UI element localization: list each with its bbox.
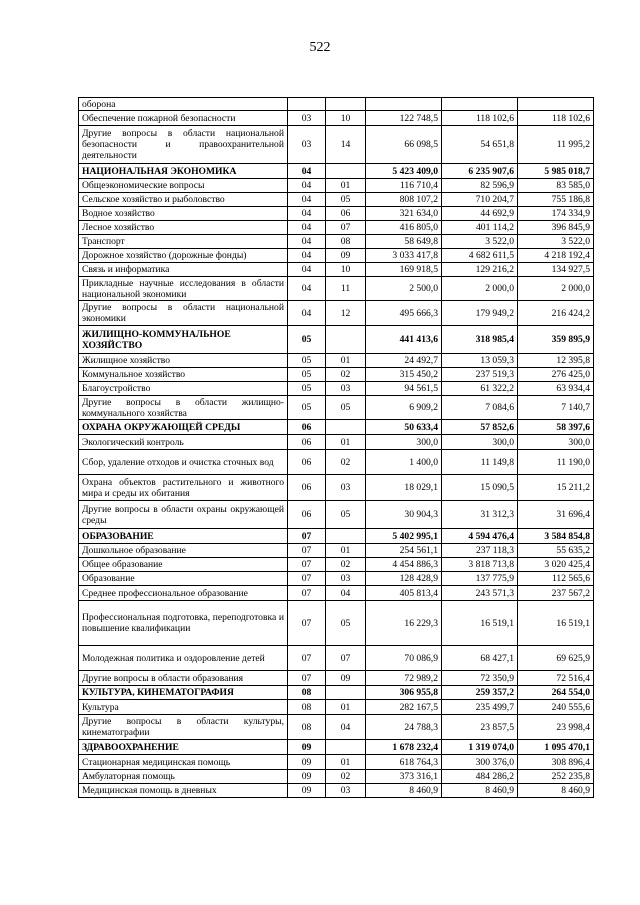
amount-year-1: 66 098,5 xyxy=(366,126,442,164)
amount-year-3: 2 000,0 xyxy=(518,277,594,301)
amount-year-3: 11 190,0 xyxy=(518,450,594,475)
amount-year-1: 24 788,3 xyxy=(366,715,442,740)
amount-year-1: 254 561,1 xyxy=(366,544,442,558)
budget-item-name: Молодежная политика и оздоровление детей xyxy=(79,646,288,671)
section-code: 05 xyxy=(288,354,326,368)
amount-year-1: 1 678 232,4 xyxy=(366,740,442,755)
table-row xyxy=(79,501,594,529)
subsection-code: 03 xyxy=(326,572,366,586)
table-row xyxy=(79,715,594,740)
amount-year-2: 179 949,2 xyxy=(442,301,518,326)
section-code: 06 xyxy=(288,475,326,501)
budget-item-name: Другие вопросы в области национальной экономики xyxy=(79,301,288,326)
section-code: 07 xyxy=(288,558,326,572)
amount-year-1: 6 909,2 xyxy=(366,396,442,420)
table-row xyxy=(79,98,594,111)
section-code: 08 xyxy=(288,700,326,715)
amount-year-3: 55 635,2 xyxy=(518,544,594,558)
subsection-code: 02 xyxy=(326,558,366,572)
subsection-code: 14 xyxy=(326,126,366,164)
amount-year-3: 7 140,7 xyxy=(518,396,594,420)
section-code: 06 xyxy=(288,501,326,529)
table-row xyxy=(79,277,594,301)
amount-year-2: 15 090,5 xyxy=(442,475,518,501)
subsection-code: 01 xyxy=(326,179,366,193)
table-row xyxy=(79,475,594,501)
amount-year-2: 54 651,8 xyxy=(442,126,518,164)
table-row xyxy=(79,382,594,396)
amount-year-2: 8 460,9 xyxy=(442,784,518,798)
subsection-code: 04 xyxy=(326,715,366,740)
table-row xyxy=(79,770,594,784)
section-code: 04 xyxy=(288,221,326,235)
budget-item-name: Другие вопросы в области образования xyxy=(79,671,288,686)
amount-year-1: 315 450,2 xyxy=(366,368,442,382)
section-row xyxy=(79,164,594,179)
table-row xyxy=(79,671,594,686)
amount-year-2: 129 216,2 xyxy=(442,263,518,277)
amount-year-2: 82 596,9 xyxy=(442,179,518,193)
section-code: 09 xyxy=(288,770,326,784)
budget-item-name: Медицинская помощь в дневных xyxy=(79,784,288,798)
amount-year-3: 23 998,4 xyxy=(518,715,594,740)
section-code: 05 xyxy=(288,326,326,354)
amount-year-1: 94 561,5 xyxy=(366,382,442,396)
subsection-code: 09 xyxy=(326,249,366,263)
section-code: 04 xyxy=(288,263,326,277)
budget-item-name: Лесное хозяйство xyxy=(79,221,288,235)
amount-year-3: 216 424,2 xyxy=(518,301,594,326)
amount-year-3: 72 516,4 xyxy=(518,671,594,686)
subsection-code: 08 xyxy=(326,235,366,249)
amount-year-2: 137 775,9 xyxy=(442,572,518,586)
amount-year-1: 24 492,7 xyxy=(366,354,442,368)
amount-year-2: 300,0 xyxy=(442,435,518,450)
amount-year-3: 300,0 xyxy=(518,435,594,450)
amount-year-1: 116 710,4 xyxy=(366,179,442,193)
section-code: 06 xyxy=(288,435,326,450)
section-code: 08 xyxy=(288,715,326,740)
table-row xyxy=(79,601,594,646)
section-code: 04 xyxy=(288,207,326,221)
budget-item-name: Прикладные научные исследования в области национальной экономики xyxy=(79,277,288,301)
amount-year-1 xyxy=(366,98,442,111)
amount-year-2: 57 852,6 xyxy=(442,420,518,435)
subsection-code: 03 xyxy=(326,382,366,396)
section-row xyxy=(79,326,594,354)
subsection-code: 01 xyxy=(326,544,366,558)
table-row xyxy=(79,396,594,420)
amount-year-1: 70 086,9 xyxy=(366,646,442,671)
budget-item-name: Дошкольное образование xyxy=(79,544,288,558)
subsection-code: 01 xyxy=(326,435,366,450)
budget-item-name: Экологический контроль xyxy=(79,435,288,450)
amount-year-1: 30 904,3 xyxy=(366,501,442,529)
amount-year-3: 276 425,0 xyxy=(518,368,594,382)
amount-year-2: 4 594 476,4 xyxy=(442,529,518,544)
amount-year-2: 4 682 611,5 xyxy=(442,249,518,263)
budget-item-name: Среднее профессиональное образование xyxy=(79,586,288,601)
amount-year-2: 44 692,9 xyxy=(442,207,518,221)
amount-year-1: 306 955,8 xyxy=(366,686,442,700)
amount-year-2: 401 114,2 xyxy=(442,221,518,235)
amount-year-2: 13 059,3 xyxy=(442,354,518,368)
amount-year-3: 755 186,8 xyxy=(518,193,594,207)
amount-year-1: 50 633,4 xyxy=(366,420,442,435)
amount-year-1: 5 402 995,1 xyxy=(366,529,442,544)
subsection-code: 02 xyxy=(326,770,366,784)
amount-year-2: 68 427,1 xyxy=(442,646,518,671)
table-row xyxy=(79,301,594,326)
section-code: 04 xyxy=(288,235,326,249)
subsection-code: 05 xyxy=(326,501,366,529)
budget-item-name: оборона xyxy=(79,98,288,111)
budget-item-name: Профессиональная подготовка, переподготовка и повышение квалификации xyxy=(79,601,288,646)
table-row xyxy=(79,249,594,263)
amount-year-2: 259 357,2 xyxy=(442,686,518,700)
amount-year-3: 31 696,4 xyxy=(518,501,594,529)
table-row xyxy=(79,263,594,277)
amount-year-3: 396 845,9 xyxy=(518,221,594,235)
section-code: 04 xyxy=(288,193,326,207)
amount-year-1: 1 400,0 xyxy=(366,450,442,475)
amount-year-1: 282 167,5 xyxy=(366,700,442,715)
page-number: 522 xyxy=(309,40,331,55)
budget-item-name: Благоустройство xyxy=(79,382,288,396)
amount-year-2 xyxy=(442,98,518,111)
amount-year-3: 15 211,2 xyxy=(518,475,594,501)
budget-item-name: Образование xyxy=(79,572,288,586)
amount-year-2: 237 118,3 xyxy=(442,544,518,558)
section-row xyxy=(79,420,594,435)
table-row xyxy=(79,368,594,382)
amount-year-3: 16 519,1 xyxy=(518,601,594,646)
section-code: 07 xyxy=(288,646,326,671)
budget-item-name: Другие вопросы в области охраны окружающей среды xyxy=(79,501,288,529)
subsection-code: 05 xyxy=(326,193,366,207)
amount-year-3: 3 020 425,4 xyxy=(518,558,594,572)
budget-item-name: Связь и информатика xyxy=(79,263,288,277)
budget-item-name: Водное хозяйство xyxy=(79,207,288,221)
subsection-code: 01 xyxy=(326,354,366,368)
subsection-code: 06 xyxy=(326,207,366,221)
budget-item-name: КУЛЬТУРА, КИНЕМАТОГРАФИЯ xyxy=(79,686,288,700)
section-code: 09 xyxy=(288,784,326,798)
amount-year-3: 4 218 192,4 xyxy=(518,249,594,263)
budget-item-name: Коммунальное хозяйство xyxy=(79,368,288,382)
section-code: 07 xyxy=(288,572,326,586)
subsection-code: 07 xyxy=(326,646,366,671)
amount-year-2: 243 571,3 xyxy=(442,586,518,601)
amount-year-2: 2 000,0 xyxy=(442,277,518,301)
amount-year-2: 318 985,4 xyxy=(442,326,518,354)
section-row xyxy=(79,740,594,755)
section-code: 05 xyxy=(288,382,326,396)
amount-year-1: 3 033 417,8 xyxy=(366,249,442,263)
table-row xyxy=(79,700,594,715)
amount-year-2: 23 857,5 xyxy=(442,715,518,740)
section-row xyxy=(79,529,594,544)
amount-year-1: 18 029,1 xyxy=(366,475,442,501)
subsection-code xyxy=(326,326,366,354)
amount-year-2: 710 204,7 xyxy=(442,193,518,207)
subsection-code: 09 xyxy=(326,671,366,686)
budget-item-name: Транспорт xyxy=(79,235,288,249)
amount-year-1: 300,0 xyxy=(366,435,442,450)
section-code: 05 xyxy=(288,368,326,382)
amount-year-2: 11 149,8 xyxy=(442,450,518,475)
table-row xyxy=(79,646,594,671)
amount-year-3: 264 554,0 xyxy=(518,686,594,700)
budget-table xyxy=(78,97,594,798)
amount-year-2: 3 522,0 xyxy=(442,235,518,249)
amount-year-3: 237 567,2 xyxy=(518,586,594,601)
budget-item-name: Стационарная медицинская помощь xyxy=(79,755,288,770)
amount-year-2: 235 499,7 xyxy=(442,700,518,715)
amount-year-1: 618 764,3 xyxy=(366,755,442,770)
subsection-code: 02 xyxy=(326,368,366,382)
amount-year-3: 83 585,0 xyxy=(518,179,594,193)
section-code: 07 xyxy=(288,671,326,686)
subsection-code: 10 xyxy=(326,111,366,126)
budget-item-name: Другие вопросы в области жилищно-коммунального хозяйства xyxy=(79,396,288,420)
amount-year-2: 31 312,3 xyxy=(442,501,518,529)
amount-year-1: 5 423 409,0 xyxy=(366,164,442,179)
budget-item-name: Сельское хозяйство и рыболовство xyxy=(79,193,288,207)
amount-year-1: 58 649,8 xyxy=(366,235,442,249)
amount-year-2: 61 322,2 xyxy=(442,382,518,396)
subsection-code: 03 xyxy=(326,784,366,798)
budget-item-name: Сбор, удаление отходов и очистка сточных вод xyxy=(79,450,288,475)
table-row xyxy=(79,755,594,770)
amount-year-3: 240 555,6 xyxy=(518,700,594,715)
amount-year-3: 359 895,9 xyxy=(518,326,594,354)
amount-year-3: 3 584 854,8 xyxy=(518,529,594,544)
budget-item-name: ЖИЛИЩНО-КОММУНАЛЬНОЕ ХОЗЯЙСТВО xyxy=(79,326,288,354)
section-code: 06 xyxy=(288,420,326,435)
amount-year-2: 3 818 713,8 xyxy=(442,558,518,572)
amount-year-1: 169 918,5 xyxy=(366,263,442,277)
amount-year-3: 8 460,9 xyxy=(518,784,594,798)
amount-year-3: 112 565,6 xyxy=(518,572,594,586)
section-code: 03 xyxy=(288,126,326,164)
section-code: 08 xyxy=(288,686,326,700)
table-row xyxy=(79,221,594,235)
table-row xyxy=(79,586,594,601)
subsection-code: 05 xyxy=(326,396,366,420)
table-row xyxy=(79,784,594,798)
table-row xyxy=(79,111,594,126)
budget-item-name: Жилищное хозяйство xyxy=(79,354,288,368)
amount-year-1: 441 413,6 xyxy=(366,326,442,354)
subsection-code: 03 xyxy=(326,475,366,501)
amount-year-1: 416 805,0 xyxy=(366,221,442,235)
budget-item-name: Другие вопросы в области культуры, кинематографии xyxy=(79,715,288,740)
amount-year-3: 69 625,9 xyxy=(518,646,594,671)
subsection-code: 12 xyxy=(326,301,366,326)
amount-year-2: 6 235 907,6 xyxy=(442,164,518,179)
amount-year-3: 174 334,9 xyxy=(518,207,594,221)
subsection-code: 05 xyxy=(326,601,366,646)
budget-table-body xyxy=(79,98,594,798)
amount-year-2: 484 286,2 xyxy=(442,770,518,784)
amount-year-2: 72 350,9 xyxy=(442,671,518,686)
amount-year-1: 122 748,5 xyxy=(366,111,442,126)
amount-year-1: 373 316,1 xyxy=(366,770,442,784)
table-row xyxy=(79,572,594,586)
section-row xyxy=(79,686,594,700)
section-code: 04 xyxy=(288,301,326,326)
amount-year-3: 134 927,5 xyxy=(518,263,594,277)
subsection-code: 10 xyxy=(326,263,366,277)
section-code: 04 xyxy=(288,249,326,263)
amount-year-3: 308 896,4 xyxy=(518,755,594,770)
budget-item-name: Обеспечение пожарной безопасности xyxy=(79,111,288,126)
subsection-code xyxy=(326,164,366,179)
section-code: 09 xyxy=(288,740,326,755)
amount-year-1: 72 989,2 xyxy=(366,671,442,686)
amount-year-2: 118 102,6 xyxy=(442,111,518,126)
subsection-code: 02 xyxy=(326,450,366,475)
amount-year-2: 237 519,3 xyxy=(442,368,518,382)
budget-item-name: ЗДРАВООХРАНЕНИЕ xyxy=(79,740,288,755)
amount-year-2: 300 376,0 xyxy=(442,755,518,770)
section-code: 07 xyxy=(288,601,326,646)
amount-year-1: 2 500,0 xyxy=(366,277,442,301)
amount-year-3: 63 934,4 xyxy=(518,382,594,396)
budget-item-name: Общее образование xyxy=(79,558,288,572)
section-code: 05 xyxy=(288,396,326,420)
budget-item-name: Общеэкономические вопросы xyxy=(79,179,288,193)
amount-year-3: 1 095 470,1 xyxy=(518,740,594,755)
section-code: 04 xyxy=(288,179,326,193)
table-row xyxy=(79,126,594,164)
amount-year-3 xyxy=(518,98,594,111)
budget-item-name: НАЦИОНАЛЬНАЯ ЭКОНОМИКА xyxy=(79,164,288,179)
amount-year-2: 7 084,6 xyxy=(442,396,518,420)
subsection-code: 04 xyxy=(326,586,366,601)
budget-item-name: Другие вопросы в области национальной безопасности и правоохранительной деятельности xyxy=(79,126,288,164)
amount-year-1: 16 229,3 xyxy=(366,601,442,646)
amount-year-3: 252 235,8 xyxy=(518,770,594,784)
amount-year-2: 16 519,1 xyxy=(442,601,518,646)
table-row xyxy=(79,179,594,193)
amount-year-1: 4 454 886,3 xyxy=(366,558,442,572)
amount-year-1: 495 666,3 xyxy=(366,301,442,326)
table-row xyxy=(79,354,594,368)
subsection-code xyxy=(326,740,366,755)
amount-year-1: 8 460,9 xyxy=(366,784,442,798)
amount-year-3: 11 995,2 xyxy=(518,126,594,164)
section-code: 07 xyxy=(288,586,326,601)
budget-item-name: ОХРАНА ОКРУЖАЮЩЕЙ СРЕДЫ xyxy=(79,420,288,435)
amount-year-1: 405 813,4 xyxy=(366,586,442,601)
amount-year-3: 58 397,6 xyxy=(518,420,594,435)
amount-year-3: 118 102,6 xyxy=(518,111,594,126)
table-row xyxy=(79,193,594,207)
budget-item-name: Охрана объектов растительного и животного мира и среды их обитания xyxy=(79,475,288,501)
table-row xyxy=(79,235,594,249)
amount-year-3: 5 985 018,7 xyxy=(518,164,594,179)
amount-year-3: 12 395,8 xyxy=(518,354,594,368)
budget-item-name: Амбулаторная помощь xyxy=(79,770,288,784)
subsection-code: 07 xyxy=(326,221,366,235)
subsection-code: 01 xyxy=(326,755,366,770)
section-code: 09 xyxy=(288,755,326,770)
amount-year-3: 3 522,0 xyxy=(518,235,594,249)
table-row xyxy=(79,558,594,572)
subsection-code xyxy=(326,529,366,544)
budget-item-name: Культура xyxy=(79,700,288,715)
budget-item-name: Дорожное хозяйство (дорожные фонды) xyxy=(79,249,288,263)
section-code: 04 xyxy=(288,277,326,301)
amount-year-1: 321 634,0 xyxy=(366,207,442,221)
subsection-code: 01 xyxy=(326,700,366,715)
section-code: 06 xyxy=(288,450,326,475)
section-code: 04 xyxy=(288,164,326,179)
table-row xyxy=(79,435,594,450)
section-code: 07 xyxy=(288,544,326,558)
subsection-code xyxy=(326,98,366,111)
amount-year-1: 128 428,9 xyxy=(366,572,442,586)
section-code: 07 xyxy=(288,529,326,544)
section-code: 03 xyxy=(288,111,326,126)
amount-year-1: 808 107,2 xyxy=(366,193,442,207)
table-row xyxy=(79,207,594,221)
table-row xyxy=(79,450,594,475)
amount-year-2: 1 319 074,0 xyxy=(442,740,518,755)
subsection-code xyxy=(326,686,366,700)
subsection-code xyxy=(326,420,366,435)
section-code xyxy=(288,98,326,111)
table-row xyxy=(79,544,594,558)
budget-item-name: ОБРАЗОВАНИЕ xyxy=(79,529,288,544)
subsection-code: 11 xyxy=(326,277,366,301)
